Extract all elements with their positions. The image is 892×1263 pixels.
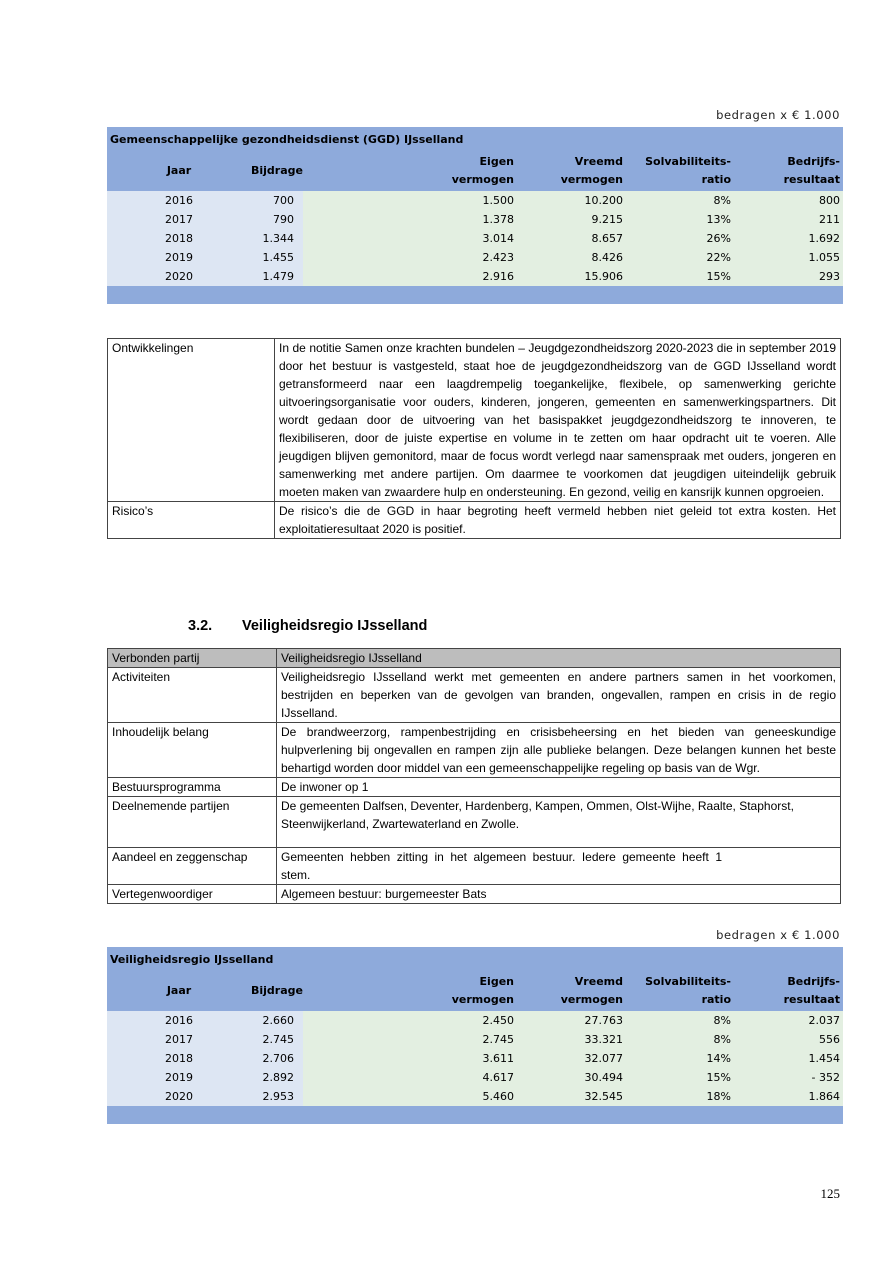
cell-bijdrage: 1.344 [262, 232, 294, 245]
cell-vreemd: 8.657 [591, 232, 623, 245]
info-label: Risico’s [108, 502, 275, 538]
info-label: Activiteiten [108, 668, 277, 722]
vr-table-footer [107, 1106, 843, 1124]
col-jaar: Jaar [166, 164, 192, 177]
info-text: De brandweerzorg, rampenbestrijding en crisisbeheersing en het bieden van geneeskundige hulpverlening bij ongevallen en rampen zijn alle publieke belangen. Deze belangen kunnen het beste behartigd worden door middel van een gemeenschappelijke regeling op basis van de Wgr. [281, 725, 836, 775]
ggd-units-note: bedragen x € 1.000 [716, 108, 840, 122]
table-row [107, 191, 843, 210]
cell-bedr: - 352 [811, 1071, 840, 1084]
cell-bedr: 556 [819, 1033, 840, 1046]
vr-row-bestuursprogramma [108, 777, 840, 796]
cell-vreemd: 10.200 [584, 194, 623, 207]
ggd-financial-table [107, 127, 843, 304]
cell-solv: 14% [706, 1052, 731, 1065]
cell-eigen: 1.500 [482, 194, 514, 207]
cell-bijdrage: 2.706 [262, 1052, 294, 1065]
vr-header-row [108, 649, 840, 667]
col-solv-1: Solvabiliteits- [645, 975, 731, 988]
table-row [107, 248, 843, 267]
cell-solv: 13% [706, 213, 731, 226]
info-label: Aandeel en zeggenschap [108, 848, 277, 884]
col-bedr-1: Bedrijfs- [787, 975, 840, 988]
col-bijdrage: Bijdrage [251, 164, 303, 177]
vr-row-aandeel-zeggenschap [108, 847, 840, 884]
info-text: Veiligheidsregio IJsselland werkt met gemeenten en andere partners samen in het voorkomen, bestrijden en beperken van de gevolgen van branden, ongevallen, rampen en crisis in de regio IJsselland. [281, 670, 836, 720]
vr-header-label: Verbonden partij [108, 649, 277, 667]
info-label: Ontwikkelingen [108, 339, 275, 501]
cell-solv: 15% [706, 1071, 731, 1084]
vr-info-box [107, 648, 841, 904]
cell-jaar: 2018 [165, 1052, 193, 1065]
col-vreemd-2: vermogen [560, 993, 623, 1006]
cell-jaar: 2020 [165, 1090, 193, 1103]
ggd-table-footer [107, 286, 843, 304]
cell-solv: 18% [706, 1090, 731, 1103]
vr-financial-table [107, 947, 843, 1124]
cell-vreemd: 33.321 [584, 1033, 623, 1046]
table-row [107, 229, 843, 248]
cell-vreemd: 32.545 [584, 1090, 623, 1103]
ggd-info-box [107, 338, 841, 539]
info-text: Gemeenten hebben zitting in het algemeen bestuur. Iedere gemeente heeft 1 stem. [281, 850, 722, 882]
info-label: Bestuursprogramma [108, 778, 277, 796]
info-row-ontwikkelingen [108, 339, 840, 501]
vr-units-note: bedragen x € 1.000 [716, 928, 840, 942]
cell-eigen: 5.460 [482, 1090, 514, 1103]
cell-bijdrage: 1.455 [262, 251, 294, 264]
vr-table-body [107, 1011, 843, 1106]
col-bijdrage: Bijdrage [251, 984, 303, 997]
col-jaar: Jaar [166, 984, 192, 997]
col-eigen-1: Eigen [479, 975, 514, 988]
cell-bijdrage: 1.479 [262, 270, 294, 283]
col-vreemd-1: Vreemd [574, 155, 623, 168]
cell-jaar: 2016 [165, 1014, 193, 1027]
cell-eigen: 2.450 [482, 1014, 514, 1027]
col-solv-2: ratio [701, 173, 731, 186]
vr-row-vertegenwoordiger [108, 884, 840, 903]
col-eigen-2: vermogen [451, 173, 514, 186]
col-eigen-2: vermogen [451, 993, 514, 1006]
table-row [107, 1011, 843, 1030]
table-row [107, 1087, 843, 1106]
col-bedr-2: resultaat [783, 173, 840, 186]
cell-bijdrage: 790 [273, 213, 294, 226]
info-label: Inhoudelijk belang [108, 723, 277, 777]
cell-bedr: 1.055 [808, 251, 840, 264]
ggd-table-title: Gemeenschappelijke gezondheidsdienst (GGD) IJsselland [107, 127, 843, 151]
col-solv-2: ratio [701, 993, 731, 1006]
vr-table-title: Veiligheidsregio IJsselland [107, 947, 843, 971]
cell-eigen: 2.423 [482, 251, 514, 264]
cell-solv: 8% [713, 1014, 731, 1027]
vr-row-deelnemende-partijen [108, 796, 840, 847]
col-vreemd-2: vermogen [560, 173, 623, 186]
info-text: Algemeen bestuur: burgemeester Bats [281, 887, 487, 901]
cell-eigen: 1.378 [482, 213, 514, 226]
cell-solv: 15% [706, 270, 731, 283]
table-row [107, 1049, 843, 1068]
table-row [107, 267, 843, 286]
cell-jaar: 2016 [165, 194, 193, 207]
cell-vreemd: 27.763 [584, 1014, 623, 1027]
cell-solv: 26% [706, 232, 731, 245]
cell-vreemd: 30.494 [584, 1071, 623, 1084]
cell-bedr: 1.692 [808, 232, 840, 245]
cell-bijdrage: 700 [273, 194, 294, 207]
ggd-table-header [107, 151, 843, 191]
cell-eigen: 2.745 [482, 1033, 514, 1046]
cell-jaar: 2018 [165, 232, 193, 245]
table-row [107, 1068, 843, 1087]
info-row-risicos [108, 501, 840, 538]
info-text: In de notitie Samen onze krachten bundelen – Jeugdgezondheidszorg 2020-2023 die in september 2019 door het bestuur is vastgesteld, staat hoe de jeugdgezondheidszorg van de GGD IJsselland wordt getransformeerd naar een laagdrempelig toegankelijke, flexibele, op samenwerking gerichte uitvoeringsorganisatie voor ouders, kinderen, jongeren, gemeenten en samenwerkingspartners. Dit wordt gedaan door de uitvoering van het basispakket jeugdgezondheidszorg te innoveren, te flexibiliseren, door de juiste expertise en volume in te zetten om haar opdracht uit te voeren. Alle jeugdigen blijven gemonitord, maar de focus wordt verlegd naar samenspraak met ouders, jongeren en samenwerking met andere partijen. Om daarmee te voorkomen dat jeugdigen uiteindelijk gebruik moeten maken van zwaardere hulp en ondersteuning. En gezond, veilig en kansrijk kunnen opgroeien. [279, 341, 836, 499]
section-heading [188, 618, 427, 634]
cell-vreemd: 32.077 [584, 1052, 623, 1065]
cell-bedr: 1.454 [808, 1052, 840, 1065]
cell-bijdrage: 2.892 [262, 1071, 294, 1084]
cell-bedr: 1.864 [808, 1090, 840, 1103]
cell-eigen: 3.014 [482, 232, 514, 245]
table-row [107, 210, 843, 229]
cell-bijdrage: 2.745 [262, 1033, 294, 1046]
vr-row-activiteiten [108, 667, 840, 722]
vr-row-inhoudelijk-belang [108, 722, 840, 777]
table-row [107, 1030, 843, 1049]
cell-solv: 22% [706, 251, 731, 264]
info-text: De inwoner op 1 [281, 780, 369, 794]
cell-vreemd: 9.215 [591, 213, 623, 226]
cell-bedr: 800 [819, 194, 840, 207]
section-title: Veiligheidsregio IJsselland [242, 618, 428, 634]
col-eigen-1: Eigen [479, 155, 514, 168]
page-number: 125 [820, 1186, 840, 1201]
info-text: De risico’s die de GGD in haar begroting heeft vermeld hebben niet geleid tot extra kosten. Het exploitatieresultaat 2020 is positief. [279, 504, 836, 536]
col-solv-1: Solvabiliteits- [645, 155, 731, 168]
cell-jaar: 2020 [165, 270, 193, 283]
cell-solv: 8% [713, 1033, 731, 1046]
cell-jaar: 2017 [165, 1033, 193, 1046]
section-number: 3.2. [188, 618, 213, 634]
col-bedr-1: Bedrijfs- [787, 155, 840, 168]
info-text: De gemeenten Dalfsen, Deventer, Hardenberg, Kampen, Ommen, Olst-Wijhe, Raalte, Staphorst, Steenwijkerland, Zwartewaterland en Zwolle. [281, 799, 794, 831]
vr-header-text: Veiligheidsregio IJsselland [281, 651, 422, 665]
cell-jaar: 2017 [165, 213, 193, 226]
cell-vreemd: 15.906 [584, 270, 623, 283]
cell-jaar: 2019 [165, 1071, 193, 1084]
cell-solv: 8% [713, 194, 731, 207]
cell-eigen: 3.611 [482, 1052, 514, 1065]
col-bedr-2: resultaat [783, 993, 840, 1006]
vr-table-header [107, 971, 843, 1011]
info-label: Deelnemende partijen [108, 797, 277, 847]
cell-jaar: 2019 [165, 251, 193, 264]
ggd-table-body [107, 191, 843, 286]
cell-bedr: 293 [819, 270, 840, 283]
cell-bijdrage: 2.953 [262, 1090, 294, 1103]
col-vreemd-1: Vreemd [574, 975, 623, 988]
cell-bedr: 2.037 [808, 1014, 840, 1027]
cell-bedr: 211 [819, 213, 840, 226]
cell-eigen: 4.617 [482, 1071, 514, 1084]
cell-vreemd: 8.426 [591, 251, 623, 264]
info-label: Vertegenwoordiger [108, 885, 277, 903]
cell-eigen: 2.916 [482, 270, 514, 283]
cell-bijdrage: 2.660 [262, 1014, 294, 1027]
